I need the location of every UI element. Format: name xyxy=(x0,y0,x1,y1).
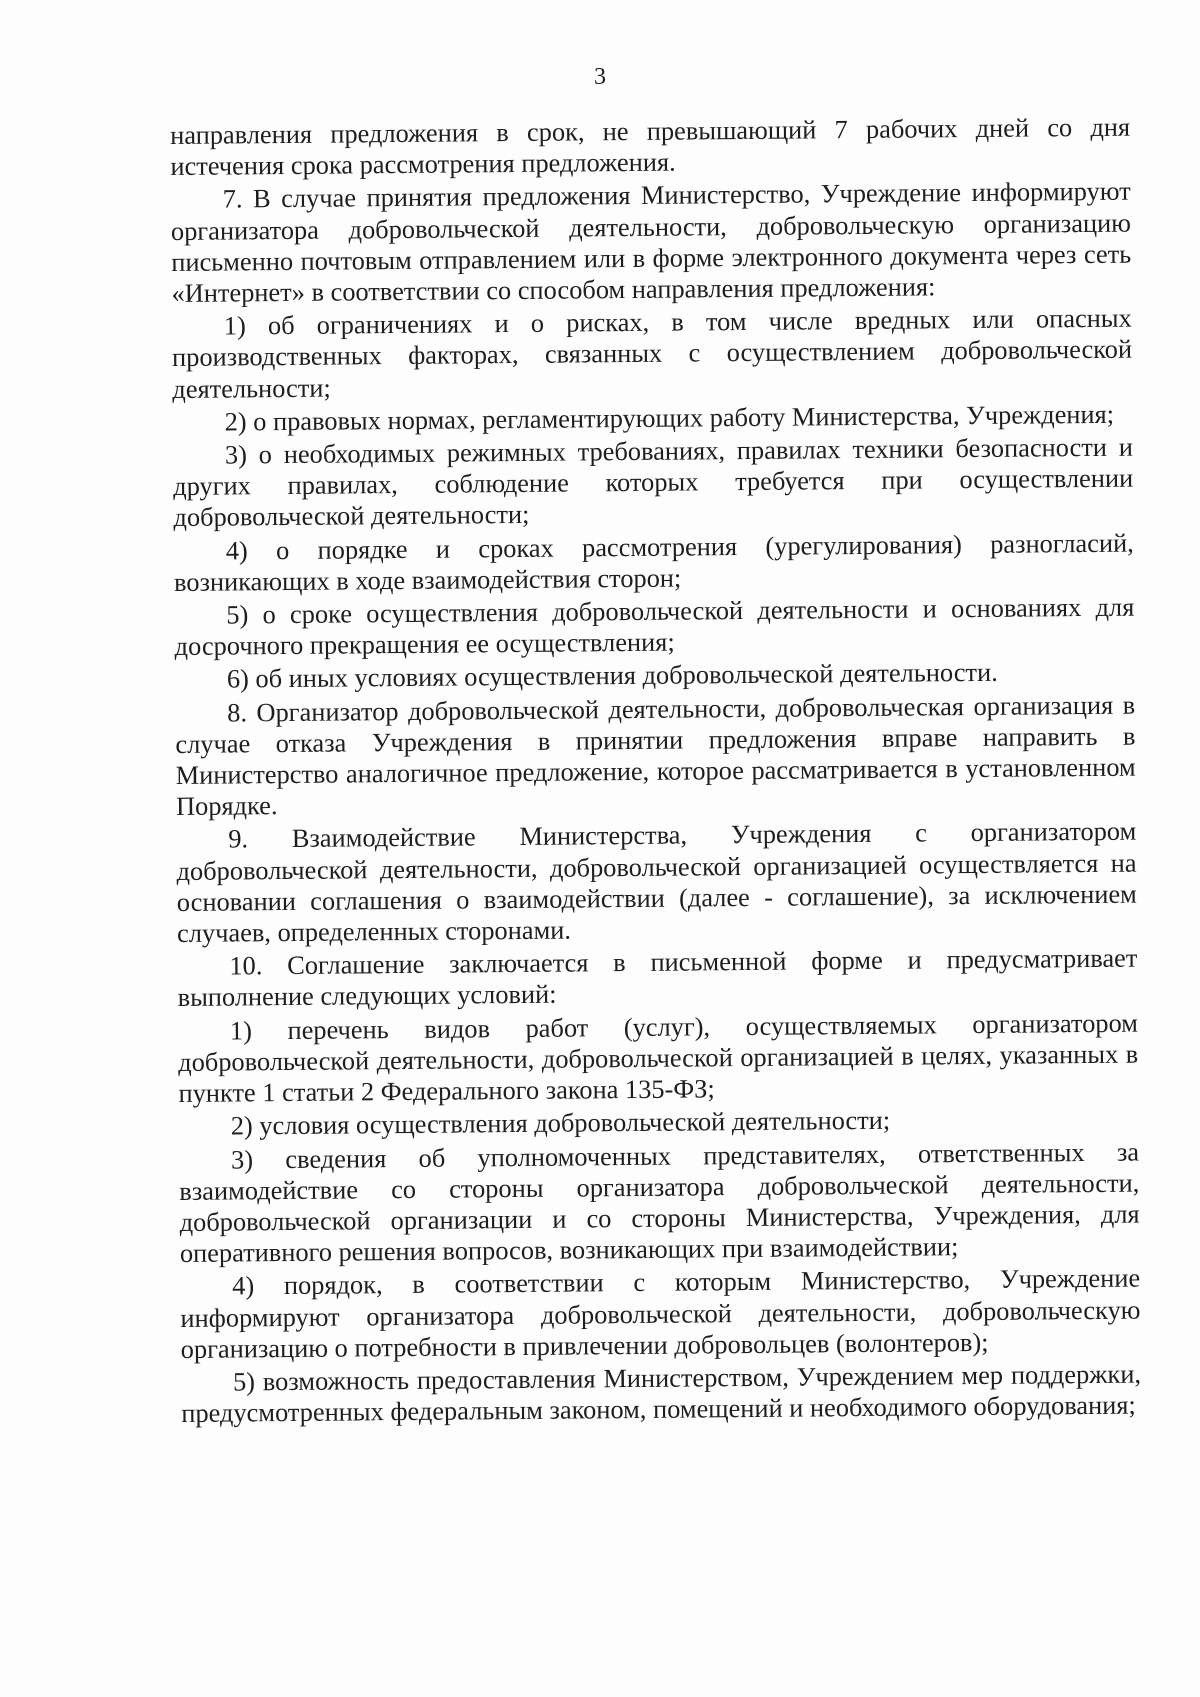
paragraph-item-8: 8. Организатор добровольческой деятельности, добровольческая организация в случае отказа Учреждения в принятии предложения вправе направить в Министерство аналогичное предложение, которое рассматривается в установленном Порядке. xyxy=(175,689,1136,822)
subitem-7-5: 5) о сроке осуществления добровольческой деятельности и основаниях для досрочного прекращения ее осуществления; xyxy=(174,591,1135,662)
subitem-10-3: 3) сведения об уполномоченных представителях, ответственных за взаимодействие со стороны организатора добровольческой деятельности, добровольческой организации и со стороны Министерства, Учреждения, для оперативного решения вопросов, возникающих при взаимодействии; xyxy=(179,1136,1140,1269)
page-number: 3 xyxy=(594,64,606,90)
paragraph-item-9: 9. Взаимодействие Министерства, Учреждения с организатором добровольческой деятельности, добровольческой организацией осуществляется на основании соглашения о взаимодействии (далее - соглашение), за исключением случаев, определенных сторонами. xyxy=(176,816,1137,949)
paragraph-item-10: 10. Соглашение заключается в письменной форме и предусматривает выполнение следующих условий: xyxy=(177,942,1138,1013)
paragraph-item-7: 7. В случае принятия предложения Министерство, Учреждение информируют организатора добровольческой деятельности, добровольческую организацию письменно почтовым отправлением или в форме электронного документа через сеть «Интернет» в соответствии со способом направления предложения: xyxy=(170,176,1132,309)
subitem-7-4: 4) о порядке и сроках рассмотрения (урегулирования) разногласий, возникающих в ходе взаимодействия сторон; xyxy=(173,527,1134,597)
subitem-7-2: 2) о правовых нормах, регламентирующих работу Министерства, Учреждения; xyxy=(224,398,1115,437)
subitem-10-5: 5) возможность предоставления Министерством, Учреждением мер поддержки, предусмотренных федеральным законом, помещений и необходимого оборудования; xyxy=(181,1358,1142,1429)
subitem-7-1: 1) об ограничениях и о рисках, в том числе вредных или опасных производственных факторах, связанных с осуществлением добровольческой деятельности; xyxy=(171,302,1133,404)
subitem-7-3: 3) о необходимых режимных требованиях, правилах техники безопасности и других правилах, соблюдение которых требуется при осуществлении добровольческой деятельности; xyxy=(173,431,1134,533)
subitem-10-4: 4) порядок, в соответствии с которым Министерство, Учреждение информируют организатора добровольческой деятельности, добровольческую организацию о потребности в привлечении добровольцев (волонтеров); xyxy=(180,1262,1141,1364)
paragraph-continuation: направления предложения в срок, не превышающий 7 рабочих дней со дня истечения срока рассмотрения предложения. xyxy=(170,111,1131,182)
document-body xyxy=(170,112,1141,1432)
subitem-10-2: 2) условия осуществления добровольческой деятельности; xyxy=(230,1105,891,1141)
subitem-7-6: 6) об иных условиях осуществления добровольческой деятельности. xyxy=(226,657,998,694)
subitem-10-1: 1) перечень видов работ (услуг), осуществляемых организатором добровольческой деятельности, добровольческой организацией в целях, указанных в пункте 1 статьи 2 Федерального закона 135-ФЗ; xyxy=(178,1007,1139,1109)
